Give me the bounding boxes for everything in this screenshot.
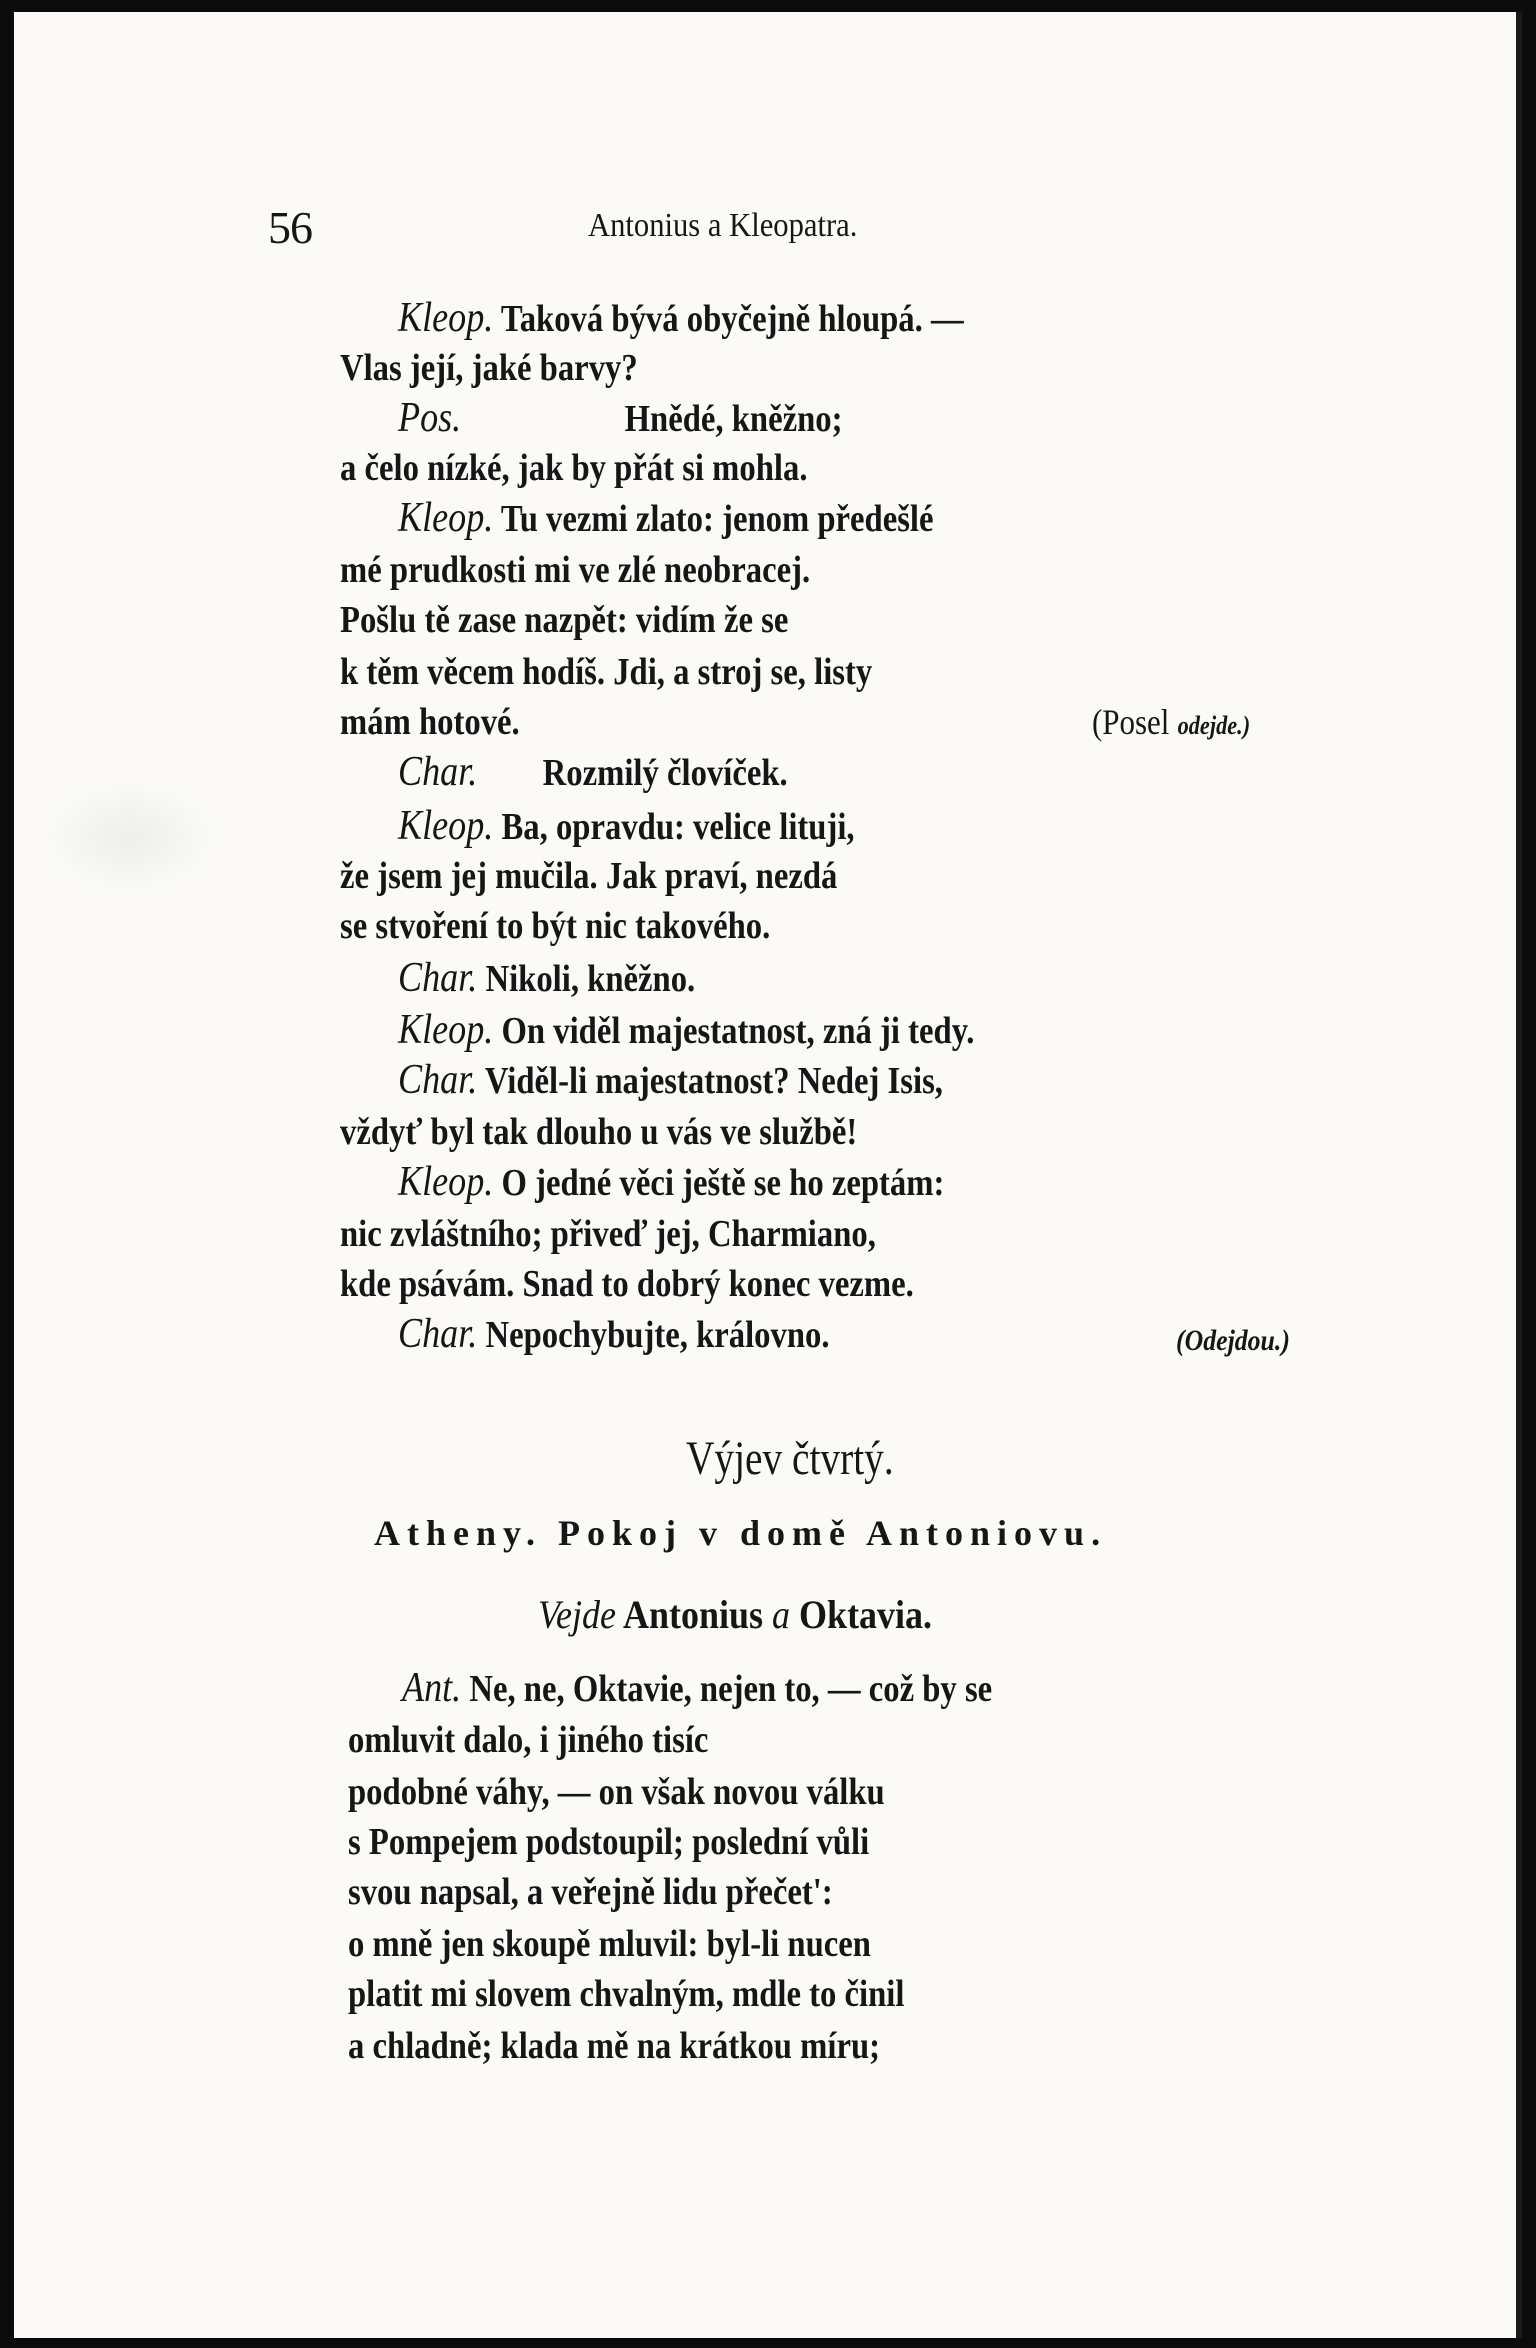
speaker-name: Kleop. [398, 295, 494, 341]
speech-line [348, 1920, 871, 1968]
dialogue-line [340, 698, 520, 746]
dialogue-line [340, 648, 872, 696]
book-page [14, 12, 1522, 2338]
line-text: Nikoli, kněžno. [477, 958, 696, 1000]
stage-direction-exit-all: (Odejdou.) [1176, 1324, 1290, 1357]
speech-line [348, 1970, 904, 2018]
running-title: Antonius a Kleopatra. [588, 207, 858, 244]
line-text: svou napsal, a veřejně lidu přečet': [348, 1871, 833, 1913]
page-number: 56 [268, 202, 312, 253]
dialogue-line [398, 1158, 944, 1207]
speaker-name: Char. [398, 1057, 478, 1103]
line-text: s Pompejem podstoupil; poslední vůli [348, 1821, 870, 1863]
line-text: nic zvláštního; přiveď jej, Charmiano, [340, 1213, 876, 1255]
dialogue-line [398, 1056, 943, 1105]
speaker-name: Kleop. [398, 495, 494, 541]
speaker-name: Ant. [402, 1665, 462, 1711]
speaker-name: Char. [398, 955, 478, 1001]
line-text: Vlas její, jaké barvy? [340, 347, 638, 389]
speaker-name: Kleop. [398, 803, 494, 849]
line-text: mám hotové. [340, 701, 520, 743]
line-text: O jedné věci ještě se ho zeptám: [493, 1162, 945, 1204]
speaker-name: Pos. [398, 395, 462, 441]
dialogue-line [398, 1006, 974, 1055]
dialogue-line [398, 954, 695, 1003]
stage-direction [1092, 698, 1250, 750]
line-text: Ne, ne, Oktavie, nejen to, — což by se [461, 1668, 993, 1710]
dialogue-line [398, 294, 964, 343]
dialogue-line [340, 596, 788, 644]
line-text: vždyť byl tak dlouho u vás ve službě! [340, 1111, 858, 1153]
stage-direction [1176, 1314, 1290, 1365]
line-text: o mně jen skoupě mluvil: byl-li nucen [348, 1923, 871, 1965]
line-text: omluvit dalo, i jiného tisíc [348, 1719, 709, 1761]
line-text: podobné váhy, — on však novou válku [348, 1771, 885, 1813]
speech-line [348, 1716, 708, 1764]
line-text: Taková bývá obyčejně hloupá. — [493, 298, 964, 340]
line-text: se stvoření to být nic takového. [340, 905, 771, 947]
dialogue-line [340, 902, 770, 950]
dialogue-line [340, 852, 837, 900]
dialogue-line [398, 748, 788, 797]
stage-direction-prefix: (Posel [1092, 702, 1170, 742]
dialogue-line [340, 546, 810, 594]
line-text: Nepochybujte, královno. [477, 1314, 830, 1356]
dialogue-line [398, 394, 842, 443]
line-text: platit mi slovem chvalným, mdle to činil [348, 1973, 905, 2015]
dialogue-line [340, 1108, 857, 1156]
speech-line [348, 1818, 869, 1866]
speaker-name: Kleop. [398, 1007, 494, 1053]
dialogue-line [340, 1210, 876, 1258]
speaker-name: Kleop. [398, 1159, 494, 1205]
line-text: Hnědé, kněžno; [461, 398, 843, 440]
line-text: Viděl-li majestatnost? Nedej Isis, [477, 1060, 943, 1102]
stage-direction-exit: odejde.) [1177, 711, 1251, 740]
dialogue-line [398, 1310, 830, 1359]
dialogue-line [398, 802, 855, 851]
speech-line [348, 1768, 885, 1816]
dialogue-line [340, 444, 808, 492]
line-text: Tu vezmi zlato: jenom předešlé [493, 498, 934, 540]
line-text: mé prudkosti mi ve zlé neobracej. [340, 549, 811, 591]
line-text: Pošlu tě zase nazpět: vidím že se [340, 599, 789, 641]
speaker-name: Char. [398, 1311, 478, 1357]
speech-line [348, 2022, 880, 2070]
page-edge-shadow [1516, 12, 1522, 2338]
entry-verb: Vejde [538, 1592, 616, 1637]
dialogue-line [340, 344, 638, 392]
line-text: a chladně; klada mě na krátkou míru; [348, 2025, 881, 2067]
line-text: k těm věcem hodíš. Jdi, a stroj se, listy [340, 651, 873, 693]
line-text: že jsem jej mučila. Jak praví, nezdá [340, 855, 838, 897]
line-text: kde psávám. Snad to dobrý konec vezme. [340, 1263, 914, 1305]
entry-name: Antonius [622, 1592, 764, 1637]
speaker-name: Char. [398, 749, 478, 795]
dialogue-line [398, 494, 934, 543]
entry-and: a [772, 1592, 791, 1637]
scene-entry [538, 1590, 932, 1640]
line-text: On viděl majestatnost, zná ji tedy. [493, 1010, 975, 1052]
entry-name: Oktavia. [799, 1592, 933, 1637]
dialogue-line [340, 1260, 914, 1308]
line-text: Ba, opravdu: velice lituji, [493, 806, 855, 848]
scene-place: Atheny. Pokoj v domě Antoniovu. [374, 1513, 1108, 1553]
line-text: Rozmilý človíček. [477, 752, 788, 794]
line-text: a čelo nízké, jak by přát si mohla. [340, 447, 808, 489]
speech-line [348, 1868, 833, 1916]
speech-line [402, 1664, 992, 1713]
scene-heading: Výjev čtvrtý. [686, 1432, 894, 1485]
margin-smudge [44, 782, 214, 892]
